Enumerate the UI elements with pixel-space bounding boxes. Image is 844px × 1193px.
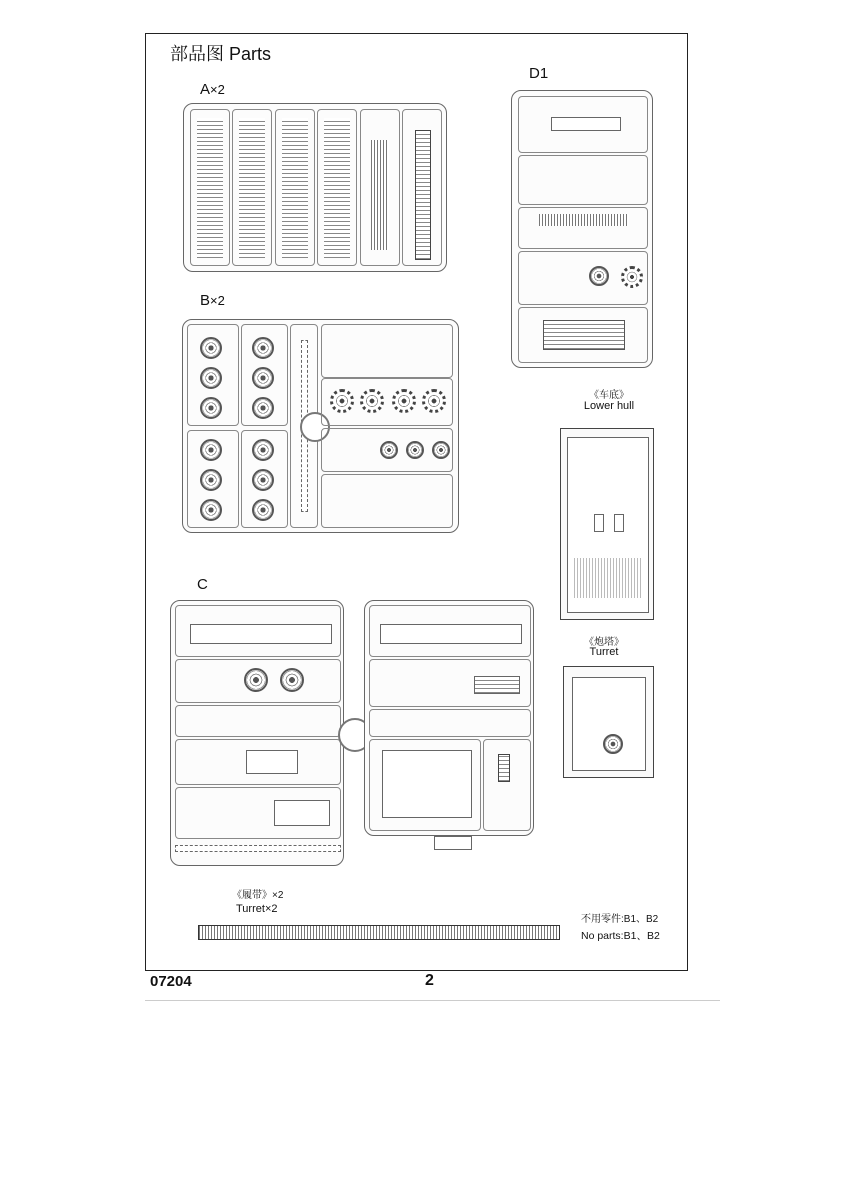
drive-sprocket [330, 389, 354, 413]
d1-cupola [621, 266, 643, 288]
sprue-a-column [275, 109, 315, 266]
idler-wheel [200, 469, 222, 491]
hub-cap [406, 441, 424, 459]
c-upper-hull [382, 750, 472, 818]
c-hull-side-plate [190, 624, 332, 644]
idler-wheel [252, 469, 274, 491]
road-wheel [252, 337, 274, 359]
road-wheel [252, 367, 274, 389]
sprue-a-column [232, 109, 272, 266]
drive-sprocket [392, 389, 416, 413]
sprue-a-column [190, 109, 230, 266]
c-barrel [175, 845, 341, 852]
turret-ring [603, 734, 623, 754]
hull-opening [614, 514, 624, 532]
idler-wheel [252, 439, 274, 461]
sprue-c-right-frame [364, 600, 534, 836]
track-multiplier-en: ×2 [264, 903, 278, 915]
sprue-b-wheel-cell [187, 430, 239, 528]
sprue-c-cell [369, 739, 481, 831]
sprue-d1-cell [518, 207, 648, 249]
sprue-b-misc-cell [321, 474, 453, 528]
sprue-b-wheel-cell [241, 430, 288, 528]
d1-hatch-ring [589, 266, 609, 286]
road-wheel [252, 397, 274, 419]
sprue-c-cell [175, 605, 341, 657]
unused-parts-note-en: No parts:B1、B2 [581, 930, 660, 942]
sprue-c-cell [369, 659, 531, 707]
sprue-a-column [360, 109, 400, 266]
road-wheel [200, 367, 222, 389]
sprue-a-column [317, 109, 357, 266]
drive-sprocket [360, 389, 384, 413]
hub-cap [432, 441, 450, 459]
lower-hull-label-en: Lower hull [583, 400, 635, 412]
hub-cap [380, 441, 398, 459]
d1-rear-plate [551, 117, 621, 131]
sprue-b-sprocket-cell [321, 378, 453, 426]
kit-number: 07204 [150, 973, 192, 990]
sprue-b-frame [182, 319, 459, 533]
d1-engine-deck [543, 320, 625, 350]
sprue-c-cell [369, 709, 531, 737]
sprue-c-cell [369, 605, 531, 657]
sprue-a-multiplier: ×2 [210, 82, 225, 97]
c-grille [474, 676, 520, 694]
unused-parts-note-cn: 不用零件:B1、B2 [581, 914, 659, 925]
c-hull-side-plate [380, 624, 522, 644]
track-link-strip [198, 925, 560, 940]
sprue-d1-cell [518, 155, 648, 205]
c-hatch [244, 668, 268, 692]
lower-hull-tub [567, 437, 649, 613]
track-label-en: Turret [236, 903, 265, 915]
sprue-c-left-frame [170, 600, 344, 866]
track-label-cn: 《履带》 [232, 890, 272, 901]
sprue-c-cell [483, 739, 531, 831]
sprue-a-letter: A [200, 81, 211, 98]
idler-wheel [200, 499, 222, 521]
sprue-b-hub-cell [321, 428, 453, 472]
idler-wheel [252, 499, 274, 521]
turret-shell [572, 677, 646, 771]
hull-opening [594, 514, 604, 532]
sprue-b-wheel-cell [241, 324, 288, 426]
sprue-b-wheel-cell [187, 324, 239, 426]
sprue-b-letter: B [200, 292, 211, 309]
sprue-a-track-column [402, 109, 442, 266]
lower-hull-drawing [560, 428, 654, 620]
c-gate-tab [434, 836, 472, 850]
footer-divider [145, 1000, 720, 1001]
c-panel [274, 800, 330, 826]
track-label-en-group [236, 903, 277, 915]
sprue-d1-frame [511, 90, 653, 368]
c-panel [246, 750, 298, 774]
sprue-c-cell [175, 659, 341, 703]
c-hatch [280, 668, 304, 692]
sprue-c-cell [175, 787, 341, 839]
road-wheel [200, 397, 222, 419]
turret-label-cn: 《炮塔》 [584, 637, 624, 648]
page-title: 部品图 Parts [170, 44, 272, 64]
drive-sprocket [422, 389, 446, 413]
sprue-b-multiplier: ×2 [210, 293, 225, 308]
sprue-c-label: C [197, 576, 208, 593]
sprue-c-cell [175, 705, 341, 737]
turret-drawing [563, 666, 654, 778]
road-wheel [200, 337, 222, 359]
turret-label-en: Turret [589, 646, 619, 658]
sprue-d1-cell [518, 251, 648, 305]
sprue-d1-label: D1 [529, 65, 549, 82]
lower-hull-label-cn: 《车底》 [589, 390, 629, 401]
idler-wheel [200, 439, 222, 461]
sprue-b-label [200, 292, 225, 309]
track-label-cn-group [232, 890, 283, 902]
page-number: 2 [425, 972, 434, 989]
c-vent [498, 754, 510, 782]
track-multiplier-cn: ×2 [272, 890, 284, 901]
sprue-d1-cell [518, 307, 648, 363]
sprue-a-frame [183, 103, 447, 272]
sprue-d1-cell [518, 96, 648, 153]
sprue-b-small-parts-cell [321, 324, 453, 378]
sprue-a-label [200, 81, 225, 98]
sprue-c-cell [175, 739, 341, 785]
